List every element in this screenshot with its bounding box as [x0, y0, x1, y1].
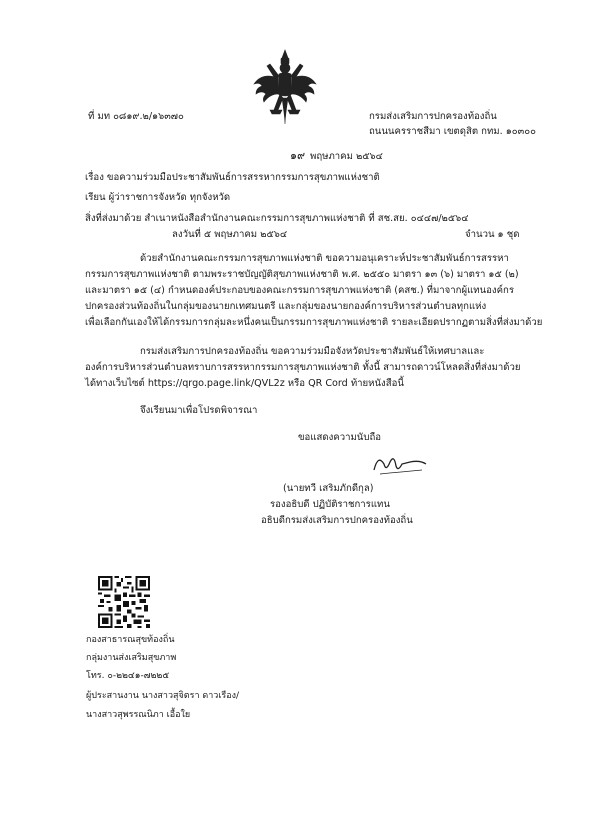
- garuda-emblem-icon: [252, 48, 318, 126]
- footer-coordinator-2: นางสาวสุพรรณนิภา เอื้อใย: [86, 710, 191, 720]
- sender-department: กรมส่งเสริมการปกครองท้องถิ่น: [369, 111, 497, 122]
- paragraph-1-line: ปกครองส่วนท้องถิ่นในกลุ่มของนายกเทศมนตรี และกลุ่มของนายกองค์การบริหารส่วนตำบลทุกแห่ง: [85, 301, 487, 312]
- sender-address: ถนนนครราชสีมา เขตดุสิต กทม. ๑๐๓๐๐: [369, 126, 536, 137]
- handwritten-signature: [370, 450, 430, 478]
- footer-coordinator: ผู้ประสานงาน นางสาวสุจิตรา ดาวเรือง/: [86, 691, 240, 701]
- paragraph-2-line: องค์การบริหารส่วนตำบลทราบการสรรหากรรมการสุขภาพแห่งชาติ ทั้งนี้ สามารถดาวน์โหลดสิ่งที่ส่งมาด้วย: [85, 362, 521, 373]
- paragraph-1-line: เพื่อเลือกกันเองให้ได้กรรมการกลุ่มละหนึ่งคนเป็นกรรมการสุขภาพแห่งชาติ รายละเอียดปรากฏตามสิ่งที่ส่งมาด้วย: [85, 317, 543, 328]
- complimentary-close: ขอแสดงความนับถือ: [298, 432, 382, 443]
- paragraph-1-line: ด้วยสำนักงานคณะกรรมการสุขภาพแห่งชาติ ขอความอนุเคราะห์ประชาสัมพันธ์การสรรหา: [140, 253, 509, 264]
- qr-code-icon: [98, 576, 150, 628]
- enclosure-count: จำนวน ๑ ชุด: [465, 229, 520, 240]
- letter-subject: เรื่อง ขอความร่วมมือประชาสัมพันธ์การสรรหากรรมการสุขภาพแห่งชาติ: [85, 172, 380, 183]
- signer-title-secondary: อธิบดีกรมส่งเสริมการปกครองท้องถิ่น: [261, 515, 413, 526]
- date-day: ๑๙: [290, 149, 306, 162]
- footer-division: กองสาธารณสุขท้องถิ่น: [86, 635, 175, 645]
- paragraph-2-line: กรมส่งเสริมการปกครองท้องถิ่น ขอความร่วมมือจังหวัดประชาสัมพันธ์ให้เทศบาลและ: [140, 346, 485, 357]
- document-number: ที่ มท ๐๘๑๙.๒/๑๖๓๗๐: [88, 111, 184, 122]
- date-month-year: พฤษภาคม ๒๕๖๔: [310, 151, 383, 162]
- enclosure-date: ลงวันที่ ๕ พฤษภาคม ๒๕๖๔: [172, 229, 288, 240]
- footer-section: กลุ่มงานส่งเสริมสุขภาพ: [86, 653, 177, 663]
- enclosure-line: สิ่งที่ส่งมาด้วย สำเนาหนังสือสำนักงานคณะกรรมการสุขภาพแห่งชาติ ที่ สช.สย. ๐๔๔๗/๒๕๖๔: [85, 213, 469, 224]
- paragraph-2-line: ได้ทางเว็บไซต์ https://qrgo.page.link/QVL2z หรือ QR Cord ท้ายหนังสือนี้: [85, 378, 404, 389]
- signer-title: รองอธิบดี ปฏิบัติราชการแทน: [270, 499, 390, 510]
- signer-name: (นายทวี เสริมภักดีกุล): [283, 483, 374, 494]
- closing-request: จึงเรียนมาเพื่อโปรดพิจารณา: [140, 405, 258, 416]
- letter-recipient: เรียน ผู้ว่าราชการจังหวัด ทุกจังหวัด: [85, 192, 231, 203]
- paragraph-1-line: กรรมการสุขภาพแห่งชาติ ตามพระราชบัญญัติสุขภาพแห่งชาติ พ.ศ. ๒๕๕๐ มาตรา ๑๓ (๖) มาตรา ๑๕ (๒): [85, 269, 519, 280]
- paragraph-1-line: และมาตรา ๑๕ (๔) กำหนดองค์ประกอบของคณะกรรมการสุขภาพแห่งชาติ (คสช.) ที่มาจากผู้แทนองค์กร: [85, 285, 514, 296]
- footer-phone: โทร. ๐-๒๒๔๑-๗๒๒๕: [86, 671, 170, 681]
